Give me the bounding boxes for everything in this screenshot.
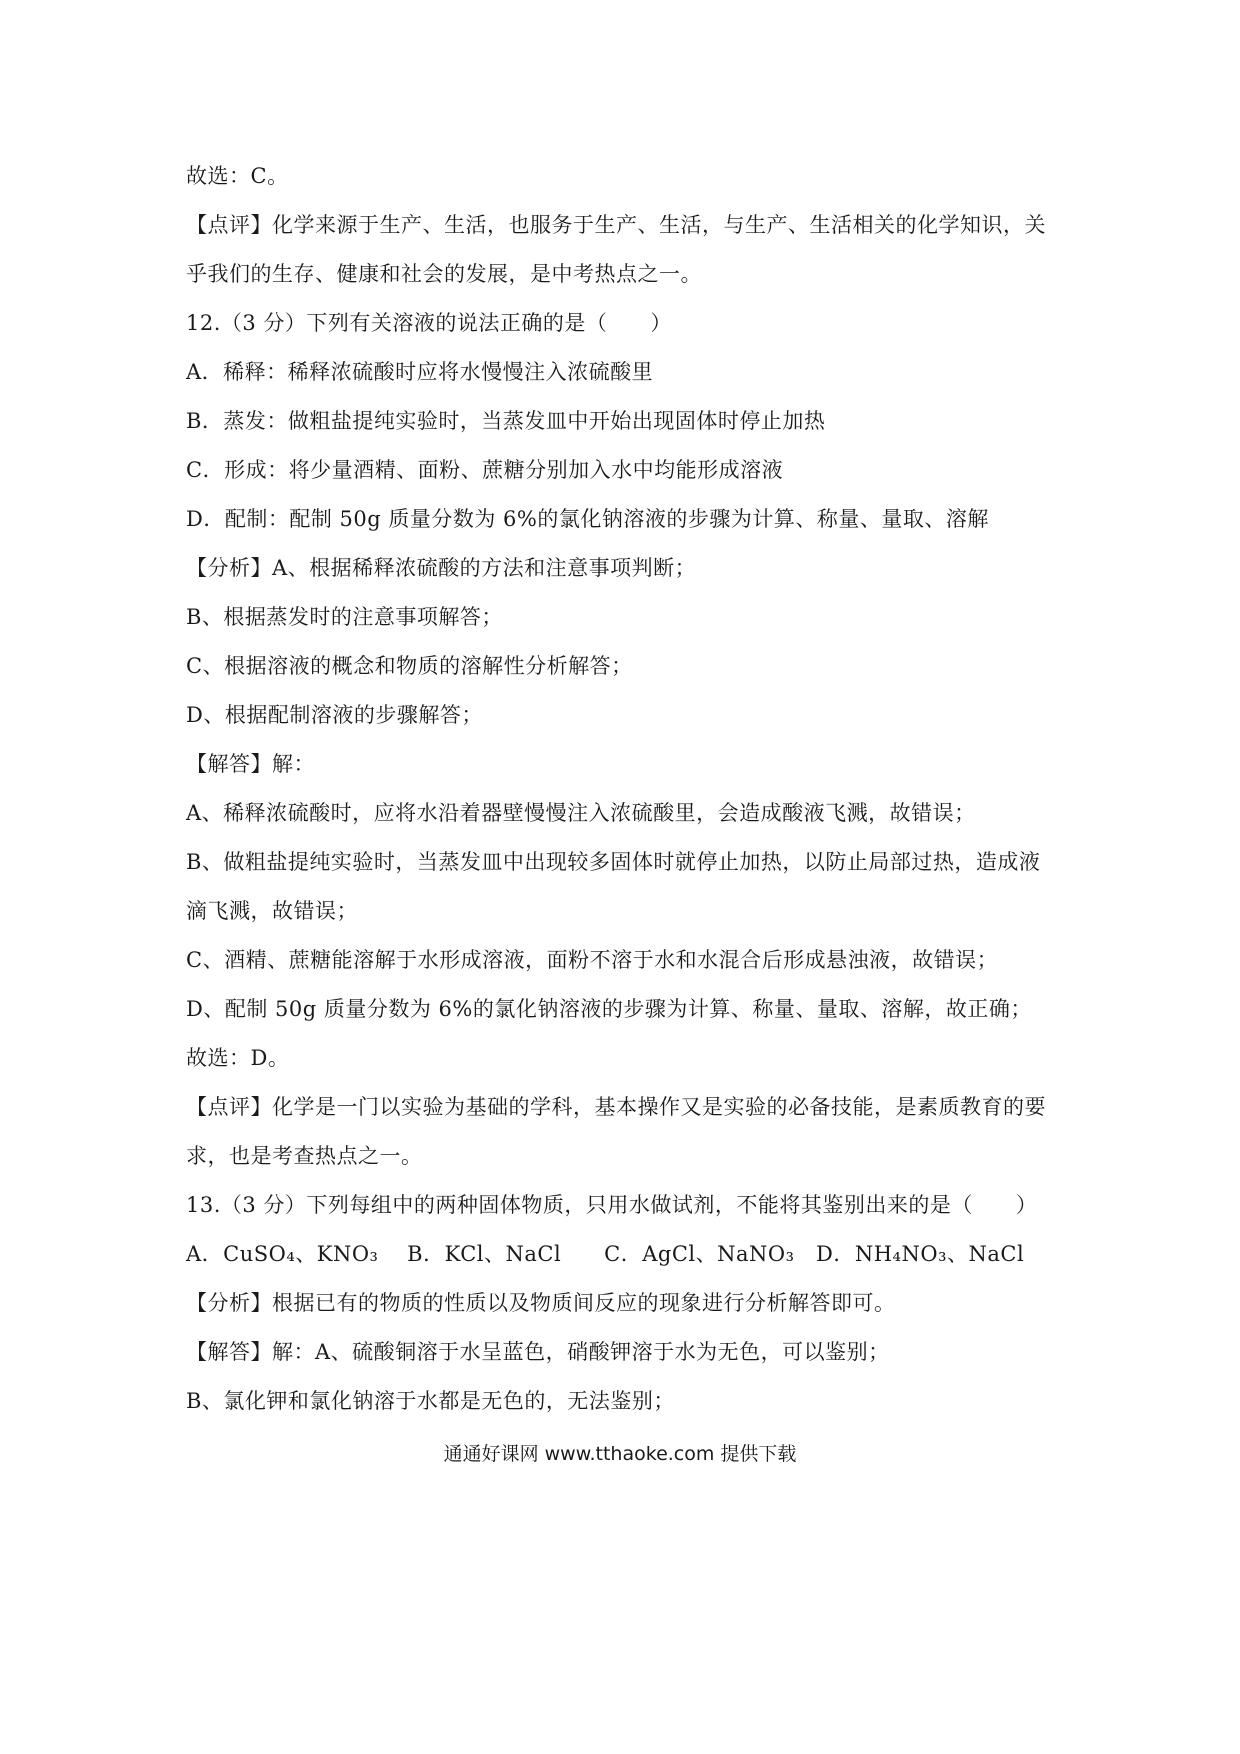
solution-13-line-a: 【解答】解：A、硫酸铜溶于水呈蓝色，硝酸钾溶于水为无色，可以鉴别； (186, 1340, 890, 1364)
question-13-options: A．CuSO₄、KNO₃ B．KCl、NaCl C．AgCl、NaNO₃ D．NH₄NO₃、NaCl (186, 1242, 1025, 1266)
analysis-12-line-2: B、根据蒸发时的注意事项解答； (186, 605, 503, 629)
comment-12-line-1: 【点评】化学是一门以实验为基础的学科，基本操作又是实验的必备技能，是素质教育的要 (186, 1095, 1046, 1119)
solution-12-line-d: D、配制 50g 质量分数为 6%的氯化钠溶液的步骤为计算、称量、量取、溶解，故正确； (186, 997, 1032, 1021)
answer-choice-11: 故选：C。 (186, 164, 289, 188)
page-footer: 通通好课网 www.tthaoke.com 提供下载 (443, 1443, 797, 1465)
solution-12-line-b2: 滴飞溅，故错误； (186, 899, 358, 923)
analysis-12-line-1: 【分析】A、根据稀释浓硫酸的方法和注意事项判断； (186, 556, 697, 580)
question-13-stem: 13.（3 分）下列每组中的两种固体物质，只用水做试剂，不能将其鉴别出来的是（ ） (186, 1193, 1038, 1217)
question-12-option-a: A．稀释：稀释浓硫酸时应将水慢慢注入浓硫酸里 (186, 360, 654, 384)
analysis-13: 【分析】根据已有的物质的性质以及物质间反应的现象进行分析解答即可。 (186, 1291, 896, 1315)
analysis-12-line-4: D、根据配制溶液的步骤解答； (186, 703, 483, 727)
comment-12-line-2: 求，也是考查热点之一。 (186, 1144, 423, 1168)
solution-12-line-c: C、酒精、蔗糖能溶解于水形成溶液，面粉不溶于水和水混合后形成悬浊液，故错误； (186, 948, 999, 972)
question-12-stem: 12.（3 分）下列有关溶液的说法正确的是（ ） (186, 311, 672, 335)
comment-11-line-2: 乎我们的生存、健康和社会的发展，是中考热点之一。 (186, 262, 702, 286)
answer-choice-12: 故选：D。 (186, 1046, 290, 1070)
analysis-12-line-3: C、根据溶液的概念和物质的溶解性分析解答； (186, 654, 633, 678)
question-12-option-b: B．蒸发：做粗盐提纯实验时，当蒸发皿中开始出现固体时停止加热 (186, 409, 826, 433)
solution-12-line-b1: B、做粗盐提纯实验时，当蒸发皿中出现较多固体时就停止加热，以防止局部过热，造成液 (186, 850, 1041, 874)
solution-12-heading: 【解答】解： (186, 752, 315, 776)
comment-11-line-1: 【点评】化学来源于生产、生活，也服务于生产、生活，与生产、生活相关的化学知识，关 (186, 213, 1046, 237)
solution-13-line-b: B、氯化钾和氯化钠溶于水都是无色的，无法鉴别； (186, 1389, 675, 1413)
question-12-option-c: C．形成：将少量酒精、面粉、蔗糖分别加入水中均能形成溶液 (186, 458, 784, 482)
question-12-option-d: D．配制：配制 50g 质量分数为 6%的氯化钠溶液的步骤为计算、称量、量取、溶解 (186, 507, 989, 531)
solution-12-line-a: A、稀释浓硫酸时，应将水沿着器壁慢慢注入浓硫酸里，会造成酸液飞溅，故错误； (186, 801, 976, 825)
